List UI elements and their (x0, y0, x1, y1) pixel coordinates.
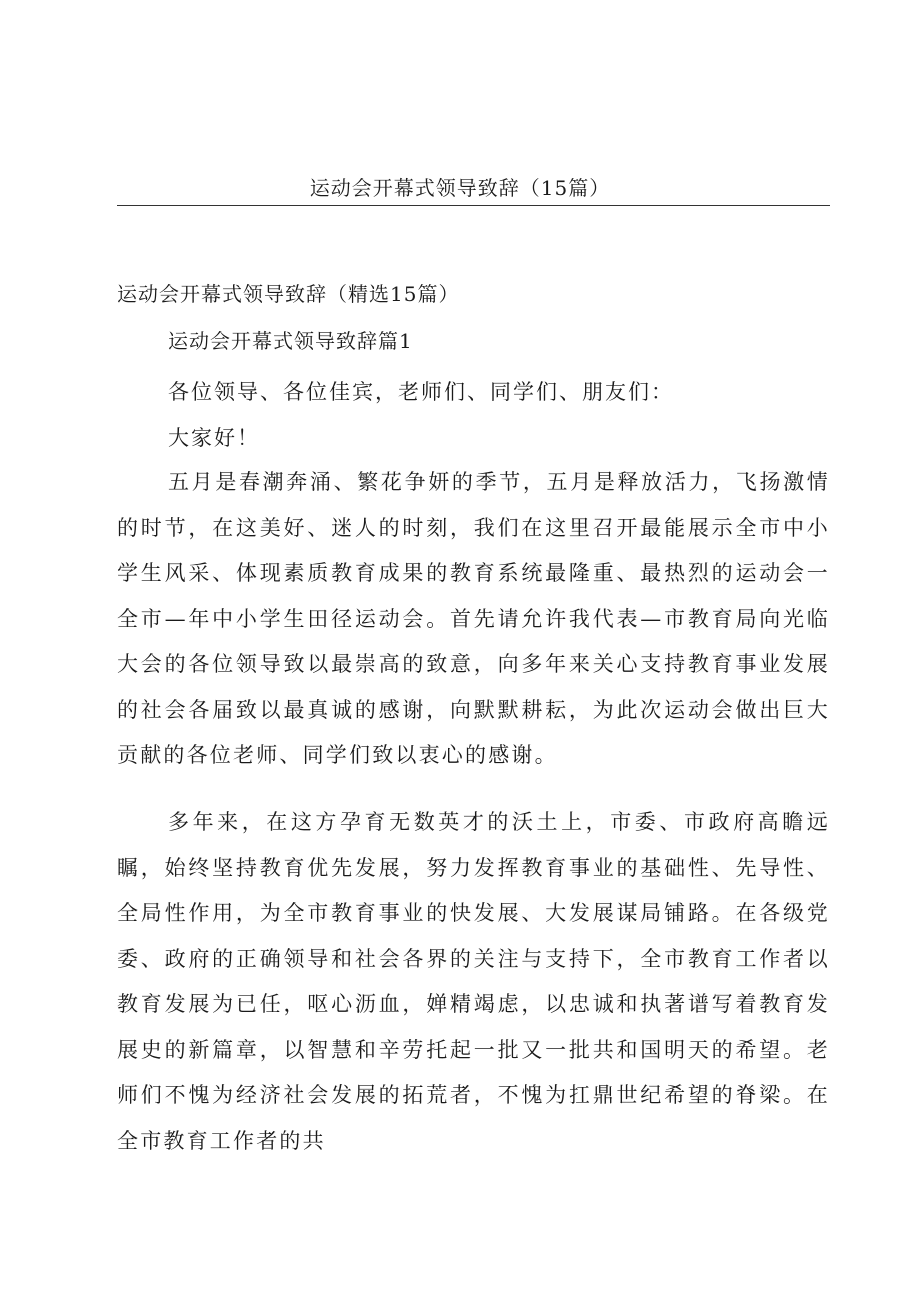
greeting-line: 大家好！ (168, 426, 260, 450)
document-heading: 运动会开幕式领导致辞（精选15篇） (117, 282, 460, 306)
body-paragraph-1: 五月是春潮奔涌、繁花争妍的季节，五月是释放活力，飞扬激情的时节，在这美好、迷人的时刻，我们在这里召开最能展示全市中小学生风采、体现素质教育成果的教育系统最隆重、最热烈的运动会一全市—年中小学生田径运动会。首先请允许我代表—市教育局向光临大会的各位领导致以最崇高的致意，向多年来关心支持教育事业发展的社会各届致以最真诚的感谢，向默默耕耘，为此次运动会做出巨大贡献的各位老师、同学们致以衷心的感谢。 (117, 470, 830, 767)
header-divider (117, 205, 830, 206)
running-header-title: 运动会开幕式领导致辞（15篇） (309, 176, 611, 200)
body-paragraph-2: 多年来，在这方孕育无数英才的沃土上，市委、市政府高瞻远瞩，始终坚持教育优先发展，努力发挥教育事业的基础性、先导性、全局性作用，为全市教育事业的快发展、大发展谋局铺路。在各级党委、政府的正确领导和社会各界的关注与支持下，全市教育工作者以教育发展为已任，呕心沥血，婵精竭虑，以忠诚和执著谱写着教育发展史的新篇章，以智慧和辛劳托起一批又一批共和国明天的希望。老师们不愧为经济社会发展的拓荒者，不愧为扛鼎世纪希望的脊梁。在全市教育工作者的共 (117, 810, 830, 1153)
salutation-line: 各位领导、各位佳宾，老师们、同学们、朋友们： (168, 380, 674, 404)
section-heading: 运动会开幕式领导致辞篇1 (168, 329, 413, 353)
